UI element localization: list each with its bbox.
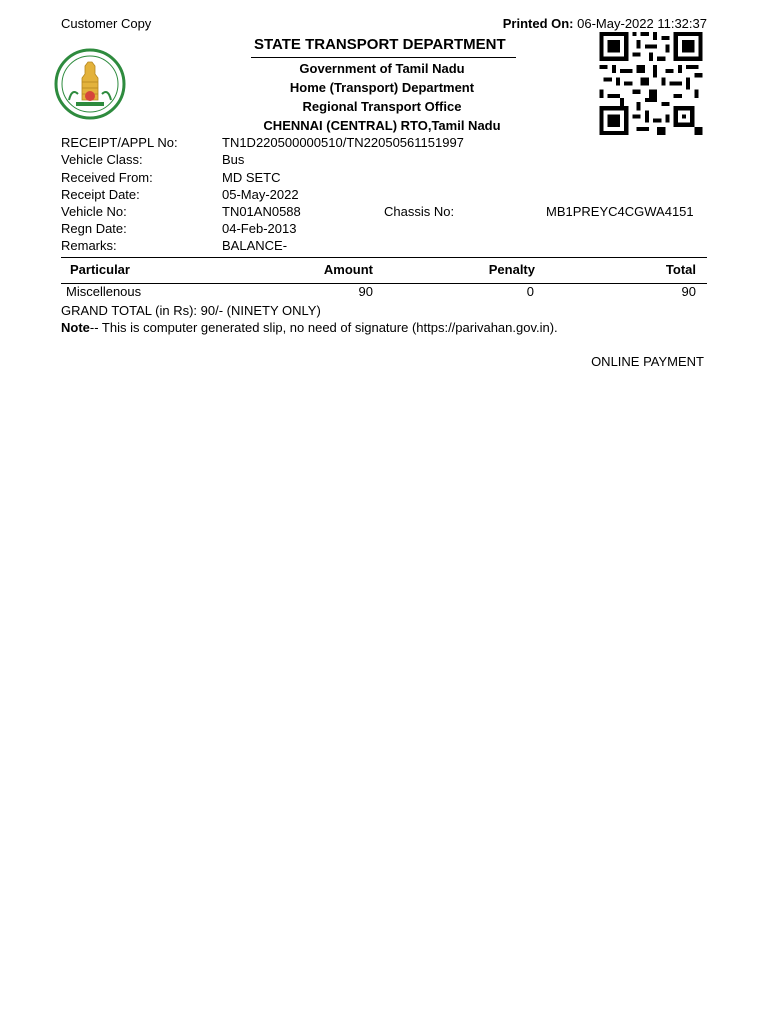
header-amount: Amount (323, 262, 373, 277)
grand-total: GRAND TOTAL (in Rs): 90/- (NINETY ONLY) (61, 303, 321, 318)
cell-total: 90 (681, 284, 696, 299)
table-top-rule (61, 257, 707, 258)
chassis-label: Chassis No: (384, 204, 455, 219)
vehicle-no-label: Vehicle No: (61, 204, 127, 219)
header-line-3: Regional Transport Office (302, 99, 462, 114)
note (61, 320, 558, 335)
detail-row-remarks (61, 238, 704, 255)
cell-amount: 90 (358, 284, 373, 299)
cell-particular: Miscellenous (66, 284, 142, 299)
note-text: -- This is computer generated slip, no need of signature (https://parivahan.gov.in). (89, 320, 558, 335)
remarks-value: BALANCE- (222, 238, 288, 253)
printed-on (503, 16, 707, 31)
header-penalty: Penalty (488, 262, 535, 277)
received-from-label: Received From: (61, 170, 153, 185)
detail-row-vehicle-class (61, 152, 704, 169)
receipt-date-label: Receipt Date: (61, 187, 140, 202)
printed-on-value: 06-May-2022 11:32:37 (577, 16, 707, 31)
remarks-label: Remarks: (61, 238, 117, 253)
title-underline (251, 57, 516, 58)
regn-date-value: 04-Feb-2013 (222, 221, 297, 236)
detail-row-receipt-date (61, 187, 704, 204)
cell-penalty: 0 (526, 284, 534, 299)
chassis-value: MB1PREYC4CGWA4151 (546, 204, 694, 219)
header-line-1: Government of Tamil Nadu (299, 61, 465, 76)
header-total: Total (665, 262, 696, 277)
printed-on-label: Printed On: (502, 16, 574, 31)
receipt-date-value: 05-May-2022 (222, 187, 299, 202)
received-from-value: MD SETC (222, 170, 281, 185)
header-line-2: Home (Transport) Department (289, 80, 475, 95)
note-label: Note (61, 320, 90, 335)
copy-label: Customer Copy (61, 16, 152, 31)
vehicle-no-value: TN01AN0588 (222, 204, 301, 219)
header-particular: Particular (70, 262, 130, 277)
tamil-nadu-emblem (54, 48, 126, 120)
department-title: STATE TRANSPORT DEPARTMENT (254, 36, 506, 53)
receipt-label: RECEIPT/APPL No: (61, 135, 178, 150)
detail-row-regn-date (61, 221, 704, 238)
header-line-4: CHENNAI (CENTRAL) RTO,Tamil Nadu (263, 118, 501, 133)
regn-date-label: Regn Date: (61, 221, 127, 236)
vehicle-class-label: Vehicle Class: (61, 152, 143, 167)
vehicle-class-value: Bus (222, 152, 245, 167)
detail-row-receipt (61, 135, 704, 152)
detail-row-received-from (61, 170, 704, 187)
detail-row-vehicle-no (61, 204, 704, 221)
payment-mode: ONLINE PAYMENT (591, 354, 704, 369)
qr-code (597, 32, 705, 135)
receipt-value: TN1D220500000510/TN22050561151997 (222, 135, 464, 150)
